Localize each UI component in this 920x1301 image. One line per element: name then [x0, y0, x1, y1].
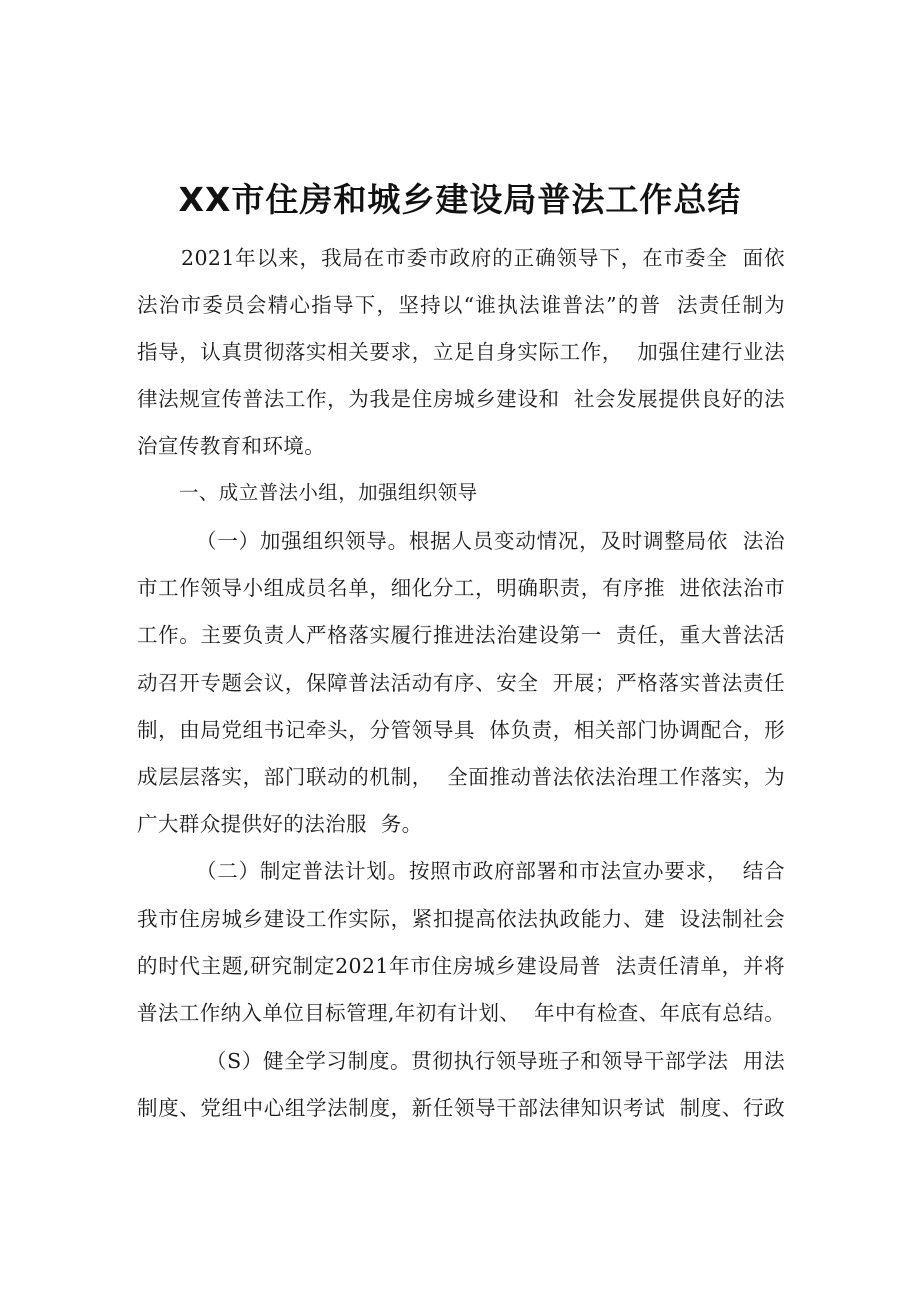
paragraph-line: 指导，认真贯彻落实相关要求，立足自身实际工作， 加强住建行业法: [137, 340, 785, 364]
paragraph-line: 工作。主要负责人严格落实履行推进法治建设第一 责任，重大普法活: [137, 623, 785, 647]
paragraph-line: 制度、党组中心组学法制度，新任领导干部法律知识考试 制度、行政: [137, 1096, 785, 1120]
paragraph-line: 制，由局党组书记牵头，分管领导具 体负责，相关部门协调配合，形: [137, 718, 785, 742]
paragraph-line: 广大群众提供好的法治服 务。: [137, 812, 423, 836]
paragraph-line: 市工作领导小组成员名单，细化分工，明确职责，有序推 进依法治市: [137, 576, 785, 600]
paragraph-line: （二）制定普法计划。按照市政府部署和市法宣办要求， 结合: [196, 859, 785, 883]
paragraph-line: 动召开专题会议，保障普法活动有序、安全 开展；严格落实普法责任: [137, 671, 785, 695]
paragraph-line: （S）健全学习制度。贯彻执行领导班子和领导干部学法 用法: [206, 1049, 785, 1073]
section-heading: 一、成立普法小组，加强组织领导: [179, 481, 478, 504]
paragraph-line: 治宣传教育和环境。: [137, 434, 326, 458]
document-title: XX市住房和城乡建设局普法工作总结: [178, 180, 742, 219]
paragraph-line: 成层层落实，部门联动的机制， 全面推动普法依法治理工作落实，为: [137, 765, 785, 789]
paragraph-line: 的时代主题,研究制定2021年市住房城乡建设局普 法责任清单，并将: [137, 954, 785, 978]
paragraph-line: 我市住房城乡建设工作实际，紧扣提高依法执政能力、建 设法制社会: [137, 907, 785, 931]
paragraph-line: 2021年以来，我局在市委市政府的正确领导下，在市委全 面依: [181, 246, 785, 270]
paragraph-line: 普法工作纳入单位目标管理,年初有计划、 年中有检查、年底有总结。: [137, 1001, 785, 1025]
paragraph-line: （一）加强组织领导。根据人员变动情况，及时调整局依 法治: [196, 529, 785, 553]
paragraph-line: 法治市委员会精心指导下，坚持以“谁执法谁普法”的普 法责任制为: [137, 293, 785, 317]
paragraph-line: 律法规宣传普法工作，为我是住房城乡建设和 社会发展提供良好的法: [137, 387, 785, 411]
